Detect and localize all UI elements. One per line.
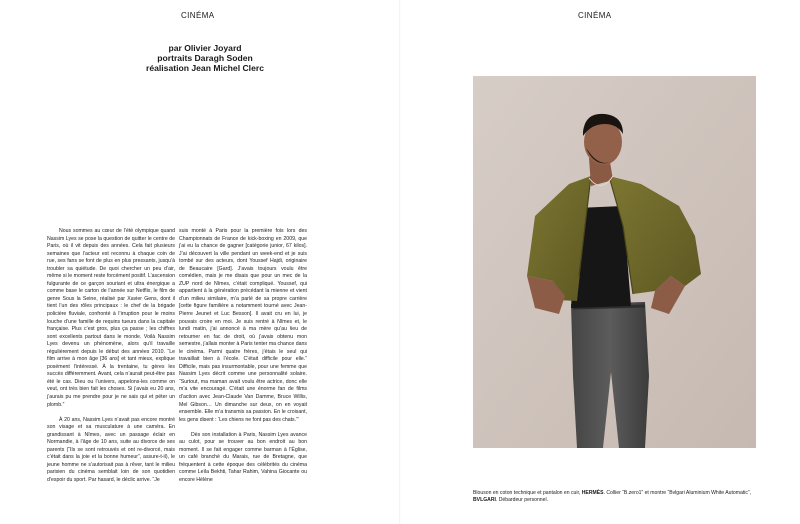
credit-director: réalisation Jean Michel Clerc <box>146 63 264 73</box>
body-column-1 <box>47 228 175 485</box>
caption-brand-hermes: HERMÈS <box>581 490 604 496</box>
article-credits <box>140 43 270 73</box>
portrait-illustration <box>473 76 756 448</box>
paragraph: Nous sommes au cœur de l’été olympique quand Nassim Lyes se pose la question de quitter le centre de Paris, où il vit depuis des années. Cela fait plusieurs semaines que l’acteur est reconnu à chaque coin de rue, ses fans se font de plus en plus pressants, jusqu’à troubler sa quiétude. De quoi chercher un peu d’air, même si le moment reste forcément positif. L’ascension fulgurante de ce garçon souriant et ultra énergique a comme base le carton de l’année sur Netflix, le film de genre Sous la Seine, réalisé par Xavier Gens, dont il tient l’un des rôles principaux : le chef de la brigade policière fluviale, confronté à l’irruption pour le moins louche d’une famille de requins tueurs dans la capitale française. Plus c’est gros, plus ça passe ; les chiffres sont excellents partout dans le monde. Voilà Nassim Lyes devenu un phénomène, alors qu’il travaille régulièrement depuis le début des années 2010. “Le film arrive à mon âge [36 ans] et tant mieux, explique posément l’intéressé. À la trentaine, tu gères les succès différemment. Avant, cela n’aurait peut-être pas été le cas. Dieu ou l’univers, appelons-les comme on veut, ont très bien fait les choses. Si j’avais eu 20 ans, j’aurais pu me prendre pour je ne sais qui et péter un plomb.” <box>47 228 175 408</box>
caption-text: . Collier “B.zero1” et montre “Bvlgari Aluminium White Automatic”, <box>603 490 752 496</box>
right-section-header: CINÉMA <box>578 11 612 20</box>
photo-caption <box>473 490 773 503</box>
credit-photographer: portraits Daragh Soden <box>157 53 253 63</box>
paragraph: Dès son installation à Paris, Nassim Lyes avance au culot, pour se trouver au bon endroit au bon moment. Il se fait engager comme barman à l’Église, un café branché du Marais, rue de Bretagne, que fréquentent à cette époque des célébrités du cinéma comme Leïla Bekhti, Tahar Rahim, Vahina Giocante ou encore Hélène <box>179 431 307 483</box>
caption-text: . Débardeur personnel. <box>495 496 549 503</box>
caption-text: Blouson en coton technique et pantalon en cuir, <box>473 490 582 496</box>
page-gutter <box>399 0 401 524</box>
credit-author: par Olivier Joyard <box>168 43 242 53</box>
portrait-photo <box>473 76 756 448</box>
left-section-header: CINÉMA <box>181 11 215 20</box>
paragraph: À 20 ans, Nassim Lyes n’avait pas encore montré son visage et sa musculature à une caméra. En grandissant à Nîmes, avec un passage éclair en Normandie, à l’âge de 10 ans, suite au divorce de ses parents (“Ils se sont retrouvés et ont re-divorcé, mais c’était dans la joie et la bonne humeur”, assure-t-il), le jeune homme ne s’autorisait pas à rêver, tant le milieu parisien du cinéma semblait loin de son quotidien d’espoir du sport. Par hasard, le déclic arrive. “Je <box>47 416 175 483</box>
paragraph: suis monté à Paris pour la première fois lors des Championnats de France de kick-boxing en 2009, que j’ai eu la chance de gagner [catégorie junior, 67 kilos]. J’ai découvert la ville pendant un week-end et je suis tombé sur des acteurs, dont Youssef Hajdi, originaire de Beaucaire [Gard]. J’avais toujours voulu être comédien, mais je me disais que pour un mec de la ZUP nord de Nîmes, c’était compliqué. Youssef, qui appartient à la génération précédant la mienne et vient d’un milieu similaire, m’a parlé de sa propre carrière [cette figure familière a notamment tourné avec Jean-Pierre Jeunet et Luc Besson]. Il avait cru en lui, je pouvais croire en moi. Je suis rentré à Nîmes et, le lundi matin, j’ai annoncé à ma mère qu’au lieu de retourner en fac de droit, où j’avais obtenu mon semestre, j’allais monter à Paris tenter ma chance dans le cinéma. Parmi quatre frères, j’étais le seul qui travaillait bien à l’école. C’était difficile pour elle.” Difficile, mais pas insurmontable, pour une femme que Nassim Lyes décrit comme une personnalité solaire. “Surtout, ma maman avait voulu être actrice, donc elle m’a vite encouragé. C’était une énorme fan de films d’action avec Jean-Claude Van Damme, Bruce Willis, Mel Gibson… Un dimanche sur deux, on en voyait ensemble. Elle m’a transmis sa passion. En le croisant, les gens disent : ‘Les chiens ne font pas des chats.’” <box>179 228 307 423</box>
body-column-2 <box>179 228 307 485</box>
caption-brand-bvlgari: BVLGARI <box>473 496 496 503</box>
